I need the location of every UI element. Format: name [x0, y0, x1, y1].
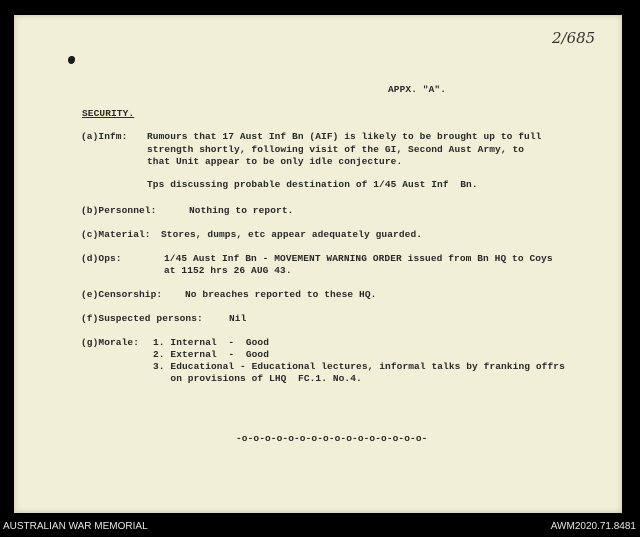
handwritten-page-number: 2/685 — [552, 29, 596, 47]
appendix-title: APPX. "A". — [388, 84, 447, 95]
ops-line-2: at 1152 hrs 26 AUG 43. — [164, 265, 292, 276]
label-suspected-persons: (f)Suspected persons: — [81, 313, 203, 324]
label-material: (c)Material: — [81, 229, 151, 240]
label-infm: (a)Infm: — [81, 131, 128, 142]
infm-line-3: that Unit appear to be only idle conjecture. — [147, 156, 403, 167]
archive-accession-number: AWM2020.71.8481 — [550, 521, 636, 532]
label-personnel: (b)Personnel: — [81, 205, 157, 216]
material-text: Stores, dumps, etc appear adequately guarded. — [161, 229, 423, 240]
infm-line-1: Rumours that 17 Aust Inf Bn (AIF) is likely to be brought up to full — [147, 131, 542, 142]
label-ops: (d)Ops: — [81, 253, 122, 264]
document-page — [14, 15, 622, 513]
label-morale: (g)Morale: — [81, 337, 140, 348]
infm-extra: Tps discussing probable destination of 1/45 Aust Inf Bn. — [147, 179, 478, 190]
morale-line-1: 1. Internal - Good — [153, 337, 270, 348]
morale-line-3: 3. Educational - Educational lectures, informal talks by franking offrs — [153, 361, 565, 372]
suspected-persons-text: Nil — [229, 313, 247, 324]
morale-line-4: on provisions of LHQ FC.1. No.4. — [153, 373, 362, 384]
ink-blot — [68, 56, 75, 64]
label-censorship: (e)Censorship: — [81, 289, 163, 300]
morale-line-2: 2. External - Good — [153, 349, 270, 360]
section-heading: SECURITY. — [82, 108, 135, 119]
infm-line-2: strength shortly, following visit of the GI, Second Aust Army, to — [147, 144, 525, 155]
archive-credit: AUSTRALIAN WAR MEMORIAL — [3, 521, 148, 532]
ops-line-1: 1/45 Aust Inf Bn - MOVEMENT WARNING ORDER issued from Bn HQ to Coys — [164, 253, 553, 264]
personnel-text: Nothing to report. — [189, 205, 294, 216]
censorship-text: No breaches reported to these HQ. — [185, 289, 377, 300]
divider-line: -o-o-o-o-o-o-o-o-o-o-o-o-o-o-o-o- — [236, 433, 428, 444]
